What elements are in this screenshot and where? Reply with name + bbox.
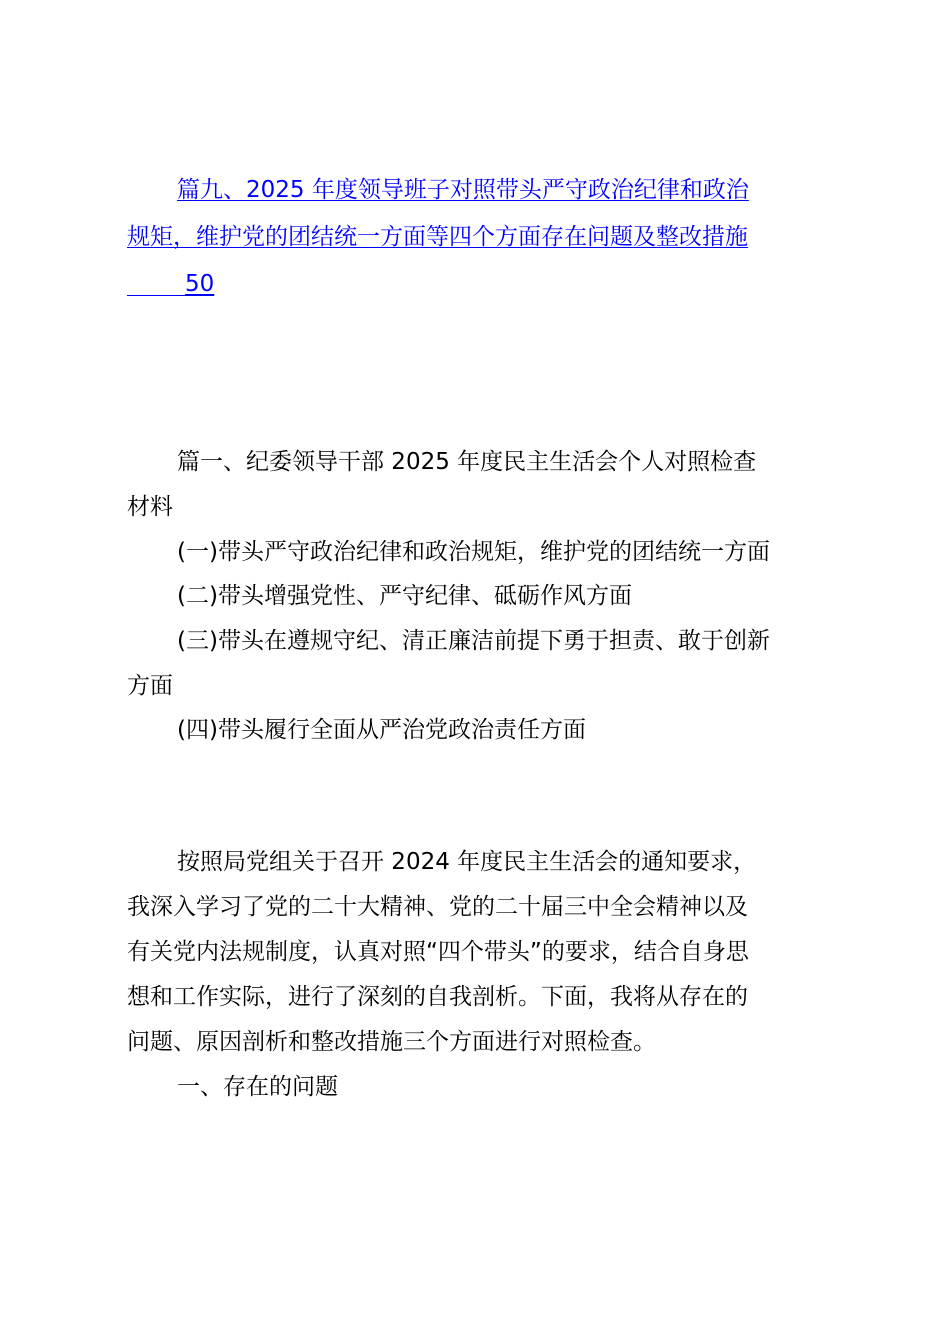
body-paragraph-line-5: 问题、原因剖析和整改措施三个方面进行对照检查。 xyxy=(127,1029,656,1055)
toc-page-number[interactable]: 50 xyxy=(185,271,215,297)
section-item-2: (二)带头增强党性、严守纪律、砥砺作风方面 xyxy=(177,583,632,609)
body-paragraph-line-4: 想和工作实际，进行了深刻的自我剖析。下面，我将从存在的 xyxy=(127,984,748,1010)
toc-page-reference[interactable] xyxy=(127,262,214,307)
section-title-line-1: 篇一、纪委领导干部 2025 年度民主生活会个人对照检查 xyxy=(177,449,757,475)
body-paragraph-line-1: 按照局党组关于召开 2024 年度民主生活会的通知要求， xyxy=(177,849,757,875)
section-item-3-continued: 方面 xyxy=(127,673,173,699)
section-title-line-2: 材料 xyxy=(127,494,173,520)
body-paragraph-line-2: 我深入学习了党的二十大精神、党的二十届三中全会精神以及 xyxy=(127,894,748,920)
section-item-4: (四)带头履行全面从严治党政治责任方面 xyxy=(177,717,586,743)
subsection-heading: 一、存在的问题 xyxy=(177,1074,338,1100)
body-paragraph-line-3: 有关党内法规制度，认真对照“四个带头”的要求，结合自身思 xyxy=(127,939,749,965)
toc-entry-line-2[interactable]: 规矩，维护党的团结统一方面等四个方面存在问题及整改措施 xyxy=(127,224,748,250)
section-item-3: (三)带头在遵规守纪、清正廉洁前提下勇于担责、敢于创新 xyxy=(177,628,770,654)
section-item-1: (一)带头严守政治纪律和政治规矩，维护党的团结统一方面 xyxy=(177,539,770,565)
toc-leader xyxy=(127,262,185,296)
toc-entry-line-1[interactable]: 篇九、2025 年度领导班子对照带头严守政治纪律和政治 xyxy=(177,177,749,203)
